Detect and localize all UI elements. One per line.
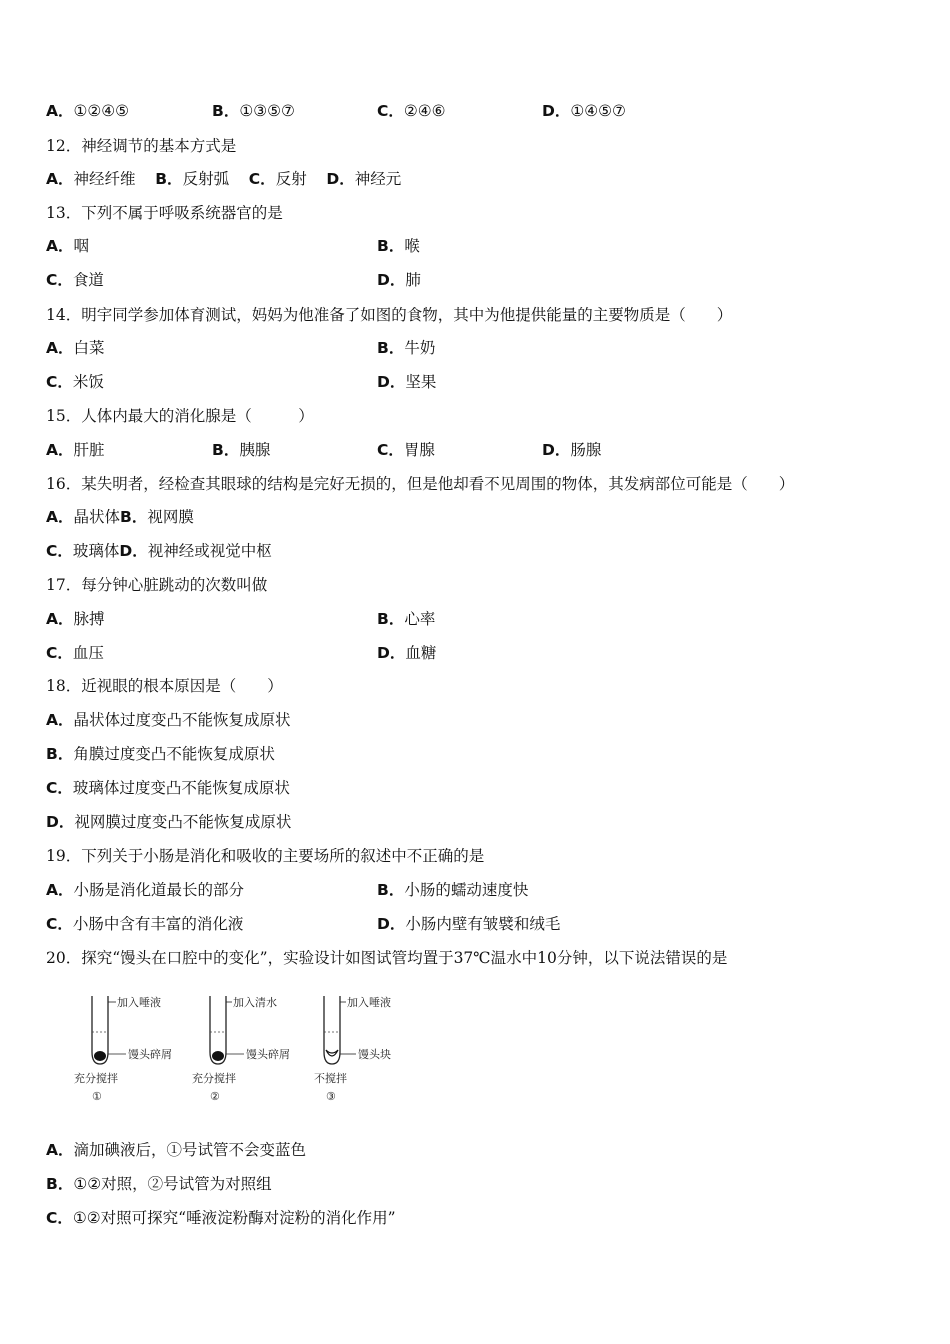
q15-stem: 15．人体内最大的消化腺是（ ）	[46, 407, 314, 425]
option-letter: C．	[46, 1209, 73, 1227]
option-letter: D．	[377, 915, 406, 933]
option-text: 血糖	[405, 644, 437, 662]
q15-option-b	[212, 440, 270, 460]
option-text: 小肠中含有丰富的消化液	[72, 915, 244, 933]
option-letter: A．	[46, 711, 74, 729]
tube-3-number: ③	[326, 1090, 336, 1103]
option-text: ①②对照可探究“唾液淀粉酶对淀粉的消化作用”	[72, 1209, 396, 1227]
q13-option-d	[377, 270, 421, 290]
tube-outline	[324, 996, 340, 1064]
q18-stem: 18．近视眼的根本原因是（ ）	[46, 677, 283, 695]
q15-option-a	[46, 440, 105, 460]
tube-3-top-label: 加入唾液	[347, 996, 391, 1009]
tube-3-side-label: 馒头块	[358, 1048, 391, 1061]
option-text: ②④⑥	[403, 102, 446, 120]
option-letter: A．	[46, 441, 74, 459]
option-letter: B．	[377, 610, 405, 628]
option-text: 米饭	[72, 373, 104, 391]
option-letter: D．	[46, 813, 75, 831]
option-text: 食道	[72, 271, 104, 289]
option-letter: C．	[46, 542, 73, 560]
q18-option-a	[46, 710, 291, 730]
option-letter: A．	[46, 508, 74, 526]
option-letter: D．	[326, 170, 355, 188]
option-letter: D．	[542, 102, 571, 120]
option-text: 反射	[275, 170, 307, 188]
q17-option-c	[46, 643, 104, 663]
option-letter: D．	[377, 373, 406, 391]
option-letter: C．	[46, 779, 73, 797]
q17-option-a	[46, 609, 105, 629]
option-letter: C．	[377, 441, 404, 459]
q11-option-a	[46, 101, 129, 121]
option-text: 玻璃体	[72, 542, 120, 560]
option-letter: B．	[212, 441, 240, 459]
tube-2-top-label: 加入清水	[233, 996, 277, 1009]
option-text: 神经元	[354, 170, 402, 188]
option-letter: A．	[46, 1141, 74, 1159]
option-letter: B．	[155, 170, 183, 188]
option-text: 胰腺	[239, 441, 271, 459]
tube-3-bottom-label: 不搅拌	[314, 1072, 347, 1085]
option-text: 视神经或视觉中枢	[147, 542, 272, 560]
q14-option-b	[377, 338, 435, 358]
q16-options-row-2	[46, 541, 272, 561]
option-text: 神经纤维	[73, 170, 136, 188]
option-text: 小肠的蠕动速度快	[404, 881, 529, 899]
option-letter: D．	[542, 441, 571, 459]
q18-option-c	[46, 778, 290, 798]
option-letter: D．	[377, 271, 406, 289]
test-tube-figure	[70, 992, 430, 1108]
option-text: 晶状体过度变凸不能恢复成原状	[73, 711, 291, 729]
test-tube-2	[192, 995, 290, 1103]
option-letter: A．	[46, 881, 74, 899]
q11-option-c	[377, 101, 446, 121]
q20-option-c	[46, 1208, 396, 1228]
option-text: 肠腺	[570, 441, 602, 459]
test-tube-1	[74, 995, 172, 1103]
option-text: 滴加碘液后，①号试管不会变蓝色	[73, 1141, 307, 1159]
option-text: 肺	[405, 271, 421, 289]
q15-option-c	[377, 440, 435, 460]
q11-option-b	[212, 101, 295, 121]
bread-crumbs	[212, 1051, 224, 1061]
option-letter: B．	[377, 881, 405, 899]
q20-stem: 20．探究“馒头在口腔中的变化”，实验设计如图试管均置于37℃温水中10分钟，以下说法错误的是	[46, 949, 728, 967]
option-text: 视网膜过度变凸不能恢复成原状	[74, 813, 292, 831]
option-text: 角膜过度变凸不能恢复成原状	[73, 745, 275, 763]
option-text: 玻璃体过度变凸不能恢复成原状	[72, 779, 290, 797]
option-letter: A．	[46, 339, 74, 357]
q14-option-d	[377, 372, 436, 392]
tube-2-bottom-label: 充分搅拌	[192, 1072, 236, 1085]
option-text: ①②对照，②号试管为对照组	[73, 1175, 272, 1193]
q17-option-d	[377, 643, 436, 663]
q14-option-a	[46, 338, 105, 358]
option-text: ①②④⑤	[73, 102, 130, 120]
q19-option-a	[46, 880, 244, 900]
tube-2-side-label: 馒头碎屑	[246, 1048, 290, 1061]
bread-block	[326, 1050, 338, 1056]
option-letter: B．	[377, 237, 405, 255]
option-text: 牛奶	[404, 339, 436, 357]
option-text: ①④⑤⑦	[570, 102, 626, 120]
q19-option-c	[46, 914, 243, 934]
q18-option-b	[46, 744, 275, 764]
option-text: ①③⑤⑦	[239, 102, 295, 120]
q15-option-d	[542, 440, 601, 460]
option-letter: A．	[46, 237, 74, 255]
q13-stem: 13．下列不属于呼吸系统器官的是	[46, 204, 283, 222]
q11-option-d	[542, 101, 626, 121]
option-letter: B．	[46, 745, 74, 763]
option-text: 肝脏	[73, 441, 105, 459]
option-letter: C．	[377, 102, 404, 120]
option-letter: A．	[46, 102, 74, 120]
option-text: 血压	[72, 644, 104, 662]
option-letter: C．	[46, 915, 73, 933]
test-tube-3	[314, 995, 391, 1103]
option-letter: B．	[120, 508, 148, 526]
q19-option-d	[377, 914, 560, 934]
q14-stem: 14．明宇同学参加体育测试，妈妈为他准备了如图的食物，其中为他提供能量的主要物质是（ ）	[46, 306, 733, 324]
option-text: 脉搏	[73, 610, 105, 628]
q12-stem: 12．神经调节的基本方式是	[46, 137, 237, 155]
tube-1-bottom-label: 充分搅拌	[74, 1072, 118, 1085]
option-text: 喉	[404, 237, 420, 255]
q17-stem: 17．每分钟心脏跳动的次数叫做	[46, 576, 268, 594]
option-text: 咽	[73, 237, 90, 255]
q12-options-row	[46, 169, 401, 189]
option-text: 白菜	[73, 339, 105, 357]
tube-1-number: ①	[92, 1090, 102, 1103]
option-letter: A．	[46, 610, 74, 628]
q13-option-b	[377, 236, 420, 256]
q16-stem: 16．某失明者，经检查其眼球的结构是完好无损的，但是他却看不见周围的物体，其发病部位可能是（ ）	[46, 475, 795, 493]
option-text: 坚果	[405, 373, 437, 391]
q13-option-c	[46, 270, 104, 290]
tube-2-number: ②	[210, 1090, 220, 1103]
q14-option-c	[46, 372, 104, 392]
option-letter: C．	[46, 373, 73, 391]
q19-stem: 19．下列关于小肠是消化和吸收的主要场所的叙述中不正确的是	[46, 847, 485, 865]
q20-option-a	[46, 1140, 306, 1160]
option-text: 心率	[404, 610, 436, 628]
bread-crumbs	[94, 1051, 106, 1061]
option-text: 胃腺	[403, 441, 435, 459]
q17-option-b	[377, 609, 435, 629]
tube-1-side-label: 馒头碎屑	[128, 1048, 172, 1061]
option-text: 视网膜	[147, 508, 194, 526]
q20-option-b	[46, 1174, 272, 1194]
q19-option-b	[377, 880, 528, 900]
option-text: 小肠是消化道最长的部分	[73, 881, 245, 899]
option-text: 小肠内壁有皱襞和绒毛	[405, 915, 561, 933]
option-letter: D．	[119, 542, 148, 560]
option-letter: B．	[212, 102, 240, 120]
option-letter: C．	[46, 644, 73, 662]
option-letter: B．	[46, 1175, 74, 1193]
q13-option-a	[46, 236, 89, 256]
option-letter: B．	[377, 339, 405, 357]
q18-option-d	[46, 812, 291, 832]
option-letter: C．	[46, 271, 73, 289]
tube-1-top-label: 加入唾液	[117, 996, 161, 1009]
q16-options-row-1	[46, 507, 194, 527]
option-text: 反射弧	[182, 170, 230, 188]
option-text: 晶状体	[73, 508, 121, 526]
option-letter: C．	[248, 170, 276, 188]
option-letter: D．	[377, 644, 406, 662]
option-letter: A．	[46, 170, 74, 188]
